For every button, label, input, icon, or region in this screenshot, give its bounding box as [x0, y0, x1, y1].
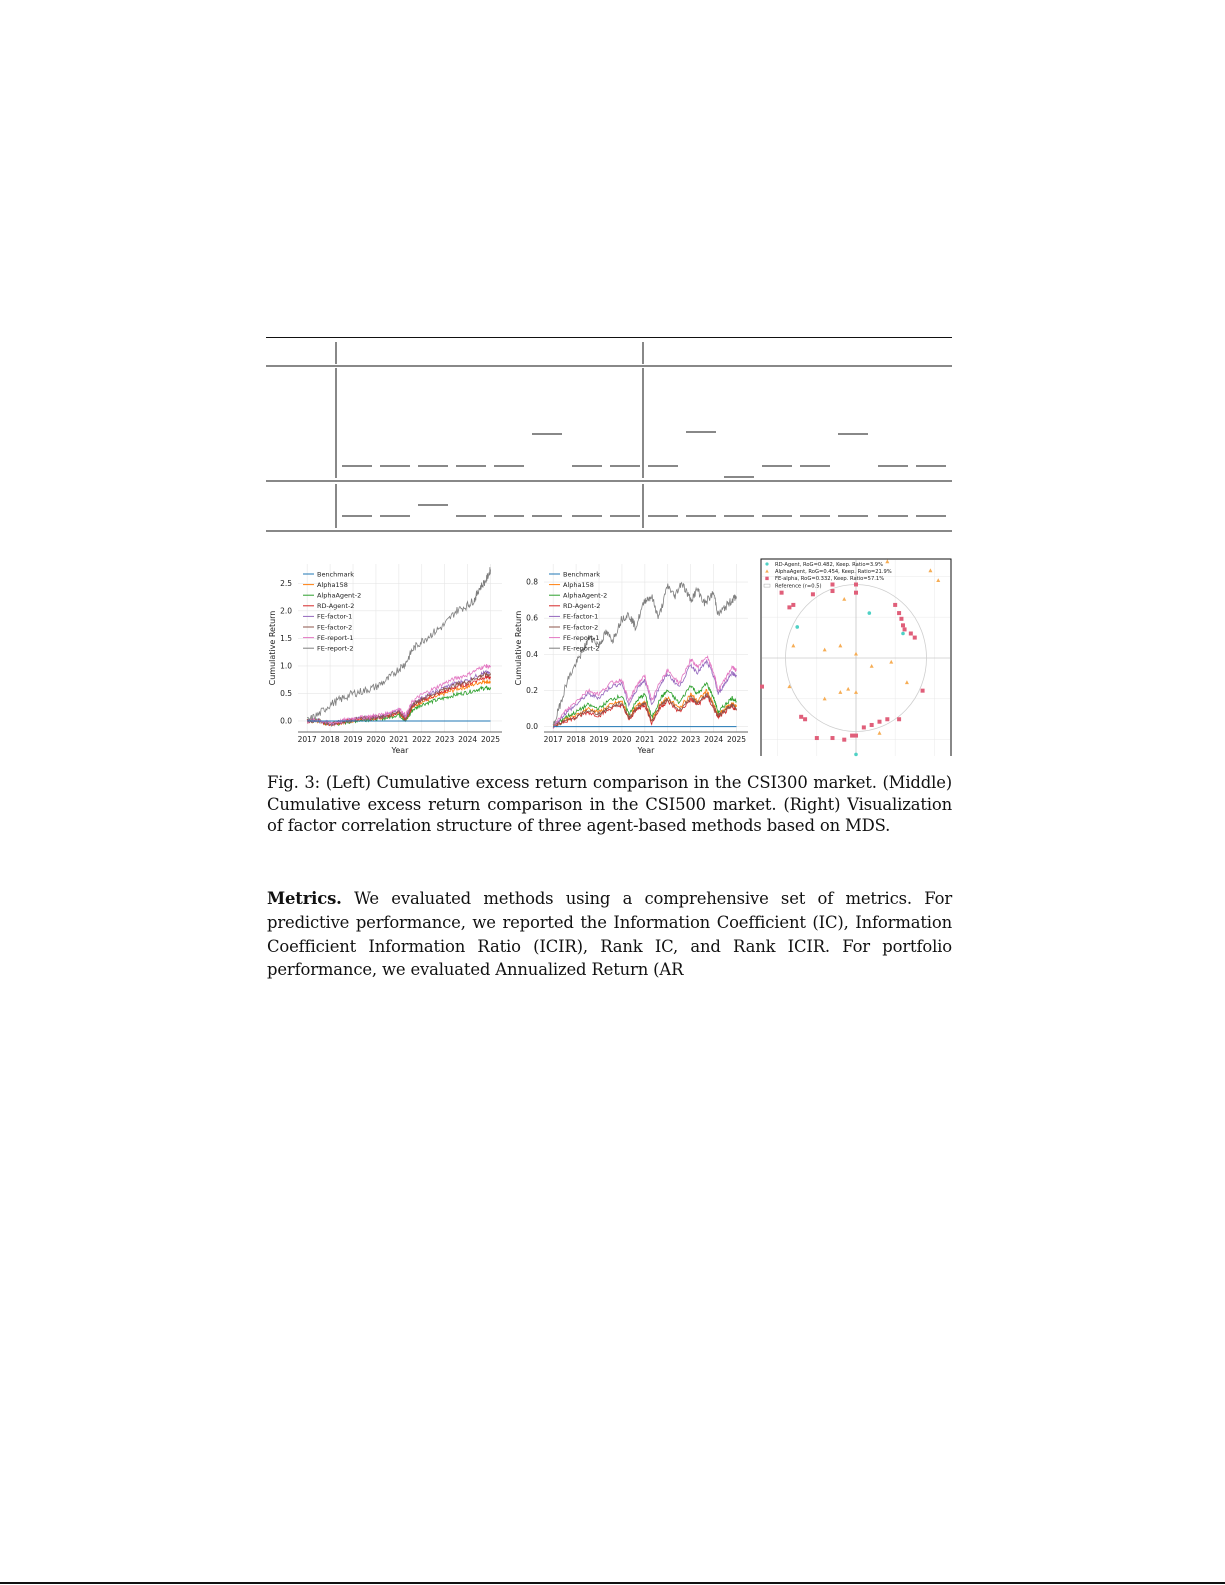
mds-point-alphaagent	[823, 697, 827, 701]
caption-label: Fig. 3:	[267, 773, 321, 792]
csi300-y-tick-label: 2.0	[280, 606, 292, 616]
mds-point-fe-alpha	[791, 603, 795, 607]
mds-point-fe-alpha	[787, 605, 791, 609]
mds-point-fe-alpha	[799, 715, 803, 719]
csi500-legend-label: FE-report-2	[563, 644, 600, 653]
mds-point-fe-alpha	[897, 717, 901, 721]
mds-point-fe-alpha	[862, 725, 866, 729]
csi500-legend-label: RD-Agent-2	[563, 602, 601, 611]
mds-point-fe-alpha	[811, 592, 815, 596]
csi300-legend-label: FE-factor-1	[317, 612, 353, 621]
mds-legend-label: AlphaAgent, RoG=0.454, Keep. Ratio=21.9%	[775, 569, 892, 575]
csi500-x-tick-label: 2024	[704, 735, 724, 744]
csi300-x-tick-label: 2018	[320, 735, 340, 744]
mds-legend-marker	[765, 569, 769, 572]
csi500-legend-label: FE-report-1	[563, 633, 600, 642]
mds-point-fe-alpha	[885, 717, 889, 721]
mds-point-fe-alpha	[854, 583, 858, 587]
metrics-heading: Metrics.	[267, 889, 342, 908]
csi500-y-tick-label: 0.6	[526, 613, 538, 623]
metrics-paragraph	[267, 887, 952, 982]
csi300-y-tick-label: 1.0	[280, 661, 292, 671]
csi500-y-tick-label: 0.4	[526, 649, 538, 659]
mds-legend-marker	[765, 562, 768, 565]
csi300-legend-label: RD-Agent-2	[317, 602, 355, 611]
csi300-x-tick-label: 2024	[458, 735, 478, 744]
csi500-legend-label: Benchmark	[563, 570, 601, 579]
csi500-x-tick-label: 2025	[726, 735, 747, 744]
mds-point-alphaagent	[823, 648, 827, 652]
csi300-legend-label: Alpha158	[317, 580, 348, 589]
csi500-x-axis-title: Year	[637, 746, 655, 755]
chart-middle-svg	[512, 558, 754, 758]
csi300-x-tick-label: 2020	[366, 735, 386, 744]
mds-point-alphaagent	[838, 644, 842, 648]
metrics-text: We evaluated methods using a comprehensive set of metrics. For predictive performance, we reported the Information Coefficient (IC), Information Coefficient Information Ratio (ICIR), Rank IC, and Rank ICIR. For portfolio performance, we evaluated Annualized Return (AR	[267, 889, 952, 980]
mds-point-rd-agent	[868, 611, 872, 615]
csi500-y-tick-label: 0.2	[526, 685, 538, 695]
mds-point-alphaagent	[870, 664, 874, 668]
csi300-legend-label: AlphaAgent-2	[317, 591, 362, 600]
csi300-x-tick-label: 2017	[297, 735, 317, 744]
csi300-y-axis-title: Cumulative Return	[268, 610, 277, 686]
mds-legend-label: Reference (r=0.5)	[775, 583, 822, 590]
csi500-x-tick-label: 2017	[543, 735, 563, 744]
caption-text: (Left) Cumulative excess return comparison in the CSI300 market. (Middle) Cumulative excess return comparison in the CSI500 market. (Right) Visualization of factor correlation structure of three agent-based methods based on MDS.	[267, 773, 952, 836]
mds-point-fe-alpha	[850, 734, 854, 738]
mds-point-fe-alpha	[921, 689, 925, 693]
csi500-y-tick-label: 0.0	[526, 722, 538, 732]
csi500-legend-label: AlphaAgent-2	[563, 591, 608, 600]
mds-point-fe-alpha	[803, 717, 807, 721]
csi300-x-axis-title: Year	[391, 746, 409, 755]
mds-point-fe-alpha	[899, 617, 903, 621]
mds-point-fe-alpha	[842, 738, 846, 742]
results-table	[266, 336, 952, 534]
mds-legend-label: FE-alpha, RoG=0.332, Keep. Ratio=57.1%	[775, 576, 885, 583]
mds-point-fe-alpha	[760, 685, 764, 689]
mds-point-fe-alpha	[913, 636, 917, 640]
mds-point-alphaagent	[878, 731, 882, 735]
csi300-x-tick-label: 2019	[343, 735, 363, 744]
mds-point-fe-alpha	[815, 736, 819, 740]
csi300-x-tick-label: 2025	[480, 735, 501, 744]
csi300-legend-label: FE-factor-2	[317, 623, 353, 632]
csi500-y-tick-label: 0.8	[526, 577, 538, 587]
mds-legend-label: RD-Agent, RoG=0.482, Keep. Ratio=3.9%	[775, 561, 884, 568]
csi500-legend-label: FE-factor-2	[563, 623, 599, 632]
mds-point-fe-alpha	[870, 723, 874, 727]
mds-point-fe-alpha	[878, 720, 882, 724]
mds-point-fe-alpha	[780, 591, 784, 595]
csi300-y-tick-label: 0.0	[280, 716, 292, 726]
csi300-y-tick-label: 2.5	[280, 578, 292, 588]
mds-legend-marker	[764, 584, 770, 587]
csi500-legend-label: FE-factor-1	[563, 612, 599, 621]
mds-point-alphaagent	[842, 597, 846, 601]
csi300-legend-label: Benchmark	[317, 570, 355, 579]
csi500-x-tick-label: 2023	[681, 735, 701, 744]
csi300-legend-label: FE-report-2	[317, 644, 354, 653]
csi300-x-tick-label: 2021	[389, 735, 409, 744]
mds-point-fe-alpha	[854, 734, 858, 738]
mds-point-fe-alpha	[831, 736, 835, 740]
csi300-x-tick-label: 2022	[412, 735, 432, 744]
csi300-y-tick-label: 1.5	[280, 633, 292, 643]
mds-point-alphaagent	[905, 680, 909, 684]
mds-point-fe-alpha	[901, 623, 905, 627]
csi500-legend-label: Alpha158	[563, 580, 594, 589]
mds-point-rd-agent	[901, 632, 905, 636]
csi500-x-tick-label: 2018	[566, 735, 586, 744]
chart-left-svg	[266, 558, 508, 758]
csi500-y-axis-title: Cumulative Return	[514, 610, 523, 686]
chart-left-csi300	[266, 558, 508, 758]
mds-point-alphaagent	[928, 568, 932, 572]
chart-right-mds	[760, 558, 952, 758]
csi300-y-tick-label: 0.5	[280, 688, 292, 698]
mds-point-alphaagent	[838, 690, 842, 694]
figure-caption	[267, 772, 952, 837]
mds-point-rd-agent	[854, 753, 858, 757]
csi500-x-tick-label: 2019	[589, 735, 609, 744]
mds-point-fe-alpha	[831, 589, 835, 593]
mds-point-alphaagent	[854, 652, 858, 656]
table-rules	[266, 336, 952, 534]
mds-point-rd-agent	[795, 625, 799, 629]
mds-point-alphaagent	[936, 578, 940, 582]
csi500-x-tick-label: 2022	[658, 735, 678, 744]
csi500-x-tick-label: 2021	[635, 735, 655, 744]
mds-point-alphaagent	[885, 559, 889, 563]
mds-point-fe-alpha	[897, 611, 901, 615]
page-bottom-rule	[0, 1582, 1225, 1584]
mds-point-alphaagent	[791, 644, 795, 648]
mds-point-alphaagent	[854, 690, 858, 694]
chart-right-svg	[760, 558, 952, 758]
mds-point-alphaagent	[889, 660, 893, 664]
mds-point-fe-alpha	[903, 627, 907, 631]
mds-point-fe-alpha	[854, 591, 858, 595]
mds-legend-marker	[765, 577, 768, 580]
mds-point-fe-alpha	[909, 632, 913, 636]
mds-point-fe-alpha	[893, 603, 897, 607]
csi300-legend-label: FE-report-1	[317, 633, 354, 642]
mds-point-fe-alpha	[831, 583, 835, 587]
csi300-x-tick-label: 2023	[435, 735, 455, 744]
mds-point-alphaagent	[846, 687, 850, 691]
chart-middle-csi500	[512, 558, 754, 758]
csi500-x-tick-label: 2020	[612, 735, 632, 744]
